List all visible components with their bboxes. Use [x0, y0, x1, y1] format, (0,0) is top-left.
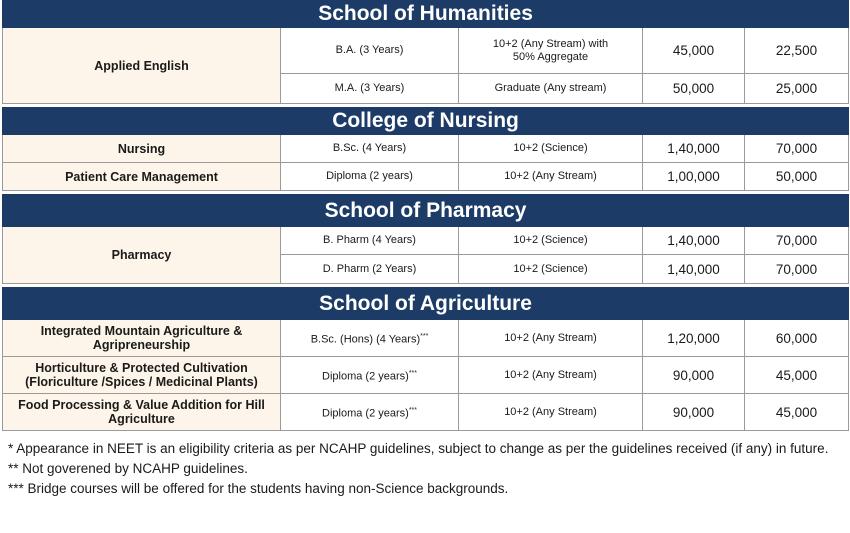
eligibility-cell: Graduate (Any stream)	[459, 74, 643, 104]
table-row	[3, 163, 849, 191]
footnote-neet: * Appearance in NEET is an eligibility criteria as per NCAHP guidelines, subject to change as per the guidelines received (if any) in future.	[8, 441, 829, 456]
eligibility-cell: 10+2 (Science)	[459, 135, 643, 163]
fee-cell: 60,000	[745, 320, 849, 357]
footnote-ncahp: ** Not goverened by NCAHP guidelines.	[8, 461, 248, 476]
fee-cell: 45,000	[643, 28, 745, 74]
course-cell: B. Pharm (4 Years)	[281, 227, 459, 255]
fee-cell: 70,000	[745, 255, 849, 284]
section-header-humanities	[3, 1, 849, 28]
course-cell: B.Sc. (4 Years)	[281, 135, 459, 163]
fee-cell: 90,000	[643, 357, 745, 394]
eligibility-cell: 10+2 (Any Stream)	[459, 357, 643, 394]
programme-name: Integrated Mountain Agriculture & Agripreneurship	[3, 320, 281, 357]
footnote-bridge: *** Bridge courses will be offered for the students having non-Science backgrounds.	[8, 481, 509, 496]
footnote-mark: ***	[408, 406, 417, 414]
eligibility-cell: 10+2 (Any Stream)	[459, 320, 643, 357]
footnote-mark: ***	[408, 369, 417, 377]
footnote-mark: ***	[420, 332, 429, 340]
fee-cell: 70,000	[745, 227, 849, 255]
table-row	[3, 135, 849, 163]
eligibility-cell: 10+2 (Any Stream)	[459, 163, 643, 191]
table-row	[3, 357, 849, 394]
table-row	[3, 320, 849, 357]
eligibility-cell: 10+2 (Any Stream) with 50% Aggregate	[459, 28, 643, 74]
programme-name: Horticulture & Protected Cultivation (Floriculture /Spices / Medicinal Plants)	[3, 357, 281, 394]
course-cell: Diploma (2 years)***	[281, 357, 459, 394]
eligibility-cell: 10+2 (Science)	[459, 255, 643, 284]
fee-cell: 1,40,000	[643, 227, 745, 255]
section-title: School of Humanities	[3, 1, 849, 28]
course-cell: B.Sc. (Hons) (4 Years)***	[281, 320, 459, 357]
fee-table	[2, 0, 849, 431]
section-header-nursing	[3, 108, 849, 135]
programme-name: Applied English	[3, 28, 281, 104]
table-row	[3, 28, 849, 74]
programme-name: Patient Care Management	[3, 163, 281, 191]
eligibility-cell: 10+2 (Science)	[459, 227, 643, 255]
table-row	[3, 227, 849, 255]
fee-cell: 45,000	[745, 394, 849, 431]
fee-cell: 22,500	[745, 28, 849, 74]
section-header-pharmacy	[3, 195, 849, 227]
course-cell: B.A. (3 Years)	[281, 28, 459, 74]
programme-name: Nursing	[3, 135, 281, 163]
fee-cell: 70,000	[745, 135, 849, 163]
fee-cell: 50,000	[643, 74, 745, 104]
section-header-agriculture	[3, 288, 849, 320]
fee-cell: 25,000	[745, 74, 849, 104]
course-cell: M.A. (3 Years)	[281, 74, 459, 104]
fee-cell: 1,40,000	[643, 255, 745, 284]
fee-cell: 1,00,000	[643, 163, 745, 191]
section-title: School of Pharmacy	[3, 195, 849, 227]
fee-cell: 1,40,000	[643, 135, 745, 163]
course-cell: D. Pharm (2 Years)	[281, 255, 459, 284]
table-row	[3, 394, 849, 431]
eligibility-cell: 10+2 (Any Stream)	[459, 394, 643, 431]
fee-cell: 1,20,000	[643, 320, 745, 357]
course-cell: Diploma (2 years)	[281, 163, 459, 191]
fee-cell: 90,000	[643, 394, 745, 431]
section-title: College of Nursing	[3, 108, 849, 135]
programme-name: Pharmacy	[3, 227, 281, 284]
footnotes	[8, 439, 850, 499]
programme-name: Food Processing & Value Addition for Hill Agriculture	[3, 394, 281, 431]
course-cell: Diploma (2 years)***	[281, 394, 459, 431]
fee-cell: 50,000	[745, 163, 849, 191]
fee-cell: 45,000	[745, 357, 849, 394]
section-title: School of Agriculture	[3, 288, 849, 320]
